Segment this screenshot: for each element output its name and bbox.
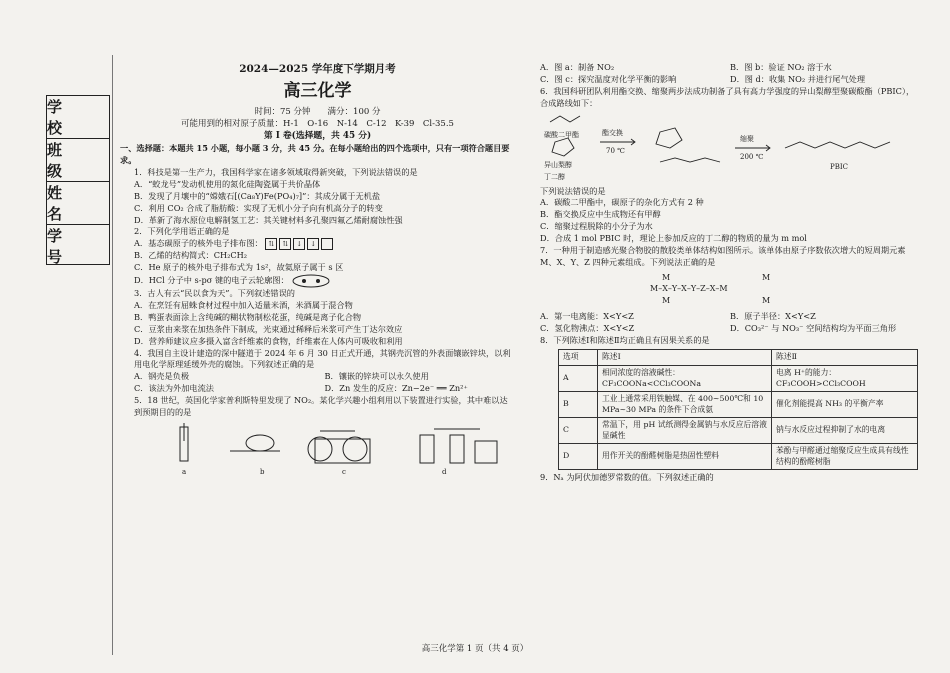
table-row [559, 365, 918, 391]
q2-stem: 2．下列化学用语正确的是 [134, 226, 230, 237]
scheme-isosorbide: 异山梨醇 [544, 160, 572, 169]
exam-meta: 时间：75 分钟 满分：100 分 [254, 106, 381, 117]
svg-text:M: M [662, 272, 671, 282]
table-cell: 催化剂能提高 NH₃ 的平衡产率 [772, 392, 918, 418]
q2-opt-c: C．He 原子的核外电子排布式为 1s²，故氦原子属于 s 区 [134, 262, 344, 273]
q7-opts-row2 [540, 323, 920, 335]
q4-opt-c: C．该法为外加电流法 [134, 383, 214, 394]
table-cell: 电离 H⁺的能力：CF₃COOH>CCl₃COOH [772, 365, 918, 391]
q7-opt-d: D．CO₃²⁻ 与 NO₃⁻ 空间结构均为平面三角形 [730, 322, 897, 333]
svg-text:M: M [762, 272, 771, 282]
student-info-box [46, 95, 110, 265]
fig-label-d: d [442, 467, 447, 476]
q2-opt-d-text: D．HCl 分子中 s-pσ 键的电子云轮廓图： [134, 275, 289, 286]
q3-stem: 3．古人有云“民以食为天”。下列叙述错误的 [134, 288, 295, 299]
scheme-dmc: 碳酸二甲酯 [544, 130, 579, 139]
q3-opt-a: A．在烹饪有屈蛛食材过程中加入适量米酒，米酒属于混合物 [134, 300, 353, 311]
q6-synthesis-scheme [540, 112, 920, 184]
q1-opt-a: A．“蛟龙号”发动机使用的氮化硅陶瓷属于共价晶体 [134, 178, 321, 189]
fig-label-a: a [182, 467, 187, 476]
q8-table [558, 349, 918, 470]
q5-opt-c: C．图 c：探究温度对化学平衡的影响 [540, 73, 677, 84]
q4-opts-row1 [120, 371, 515, 383]
q6-opt-b: B．酯交换反应中生成物还有甲醇 [540, 209, 661, 220]
q4-opt-b: B．镶嵌的锌块可以永久使用 [324, 371, 429, 382]
svg-text:M: M [662, 295, 671, 305]
q4-opt-a: A．钢壳是负极 [134, 371, 190, 382]
table-row [559, 392, 918, 418]
q3-opt-d: D．营养师建议应多摄入富含纤维素的食物，纤维素在人体内可吸收和利用 [134, 335, 403, 346]
q5-opt-b: B．图 b：验证 NO₂ 溶于水 [730, 62, 832, 72]
info-class: 班 级 [47, 139, 109, 182]
synthesis-drawing [540, 112, 920, 182]
table-header-row [559, 350, 918, 366]
left-column [120, 62, 515, 477]
q7-opt-c: C．氢化物沸点：X<Y<Z [540, 322, 635, 333]
info-name: 姓 名 [47, 182, 109, 225]
q7-opts-row1 [540, 311, 920, 323]
scheme-step2: 缩聚 [740, 134, 754, 143]
q2-opt-d [120, 274, 515, 288]
section-intro: 一、选择题：本题共 15 小题，每小题 3 分，共 45 分。在每小题给出的四个选项中，只有一项符合题目要求。 [120, 143, 510, 166]
q9-stem: 9．Nₐ 为阿伏加德罗常数的值。下列叙述正确的 [540, 472, 714, 483]
q7-opt-a: A．第一电离能：X<Y<Z [540, 310, 634, 321]
table-cell: 工业上通常采用铁触媒、在 400~500℃和 10 MPa~30 MPa 的条件下合成氨 [598, 392, 772, 418]
table-header: 陈述Ⅰ [598, 350, 772, 366]
scheme-temp1: 70 ℃ [606, 146, 625, 155]
q7-opt-b: B．原子半径：X<Y<Z [730, 310, 816, 321]
q6-opt-d: D．合成 1 mol PBIC 时，理论上参加反应的丁二醇的物质的量为 m mol [540, 233, 807, 244]
q4-stem: 4．我国自主设计建造的深中隧道于 2024 年 6 月 30 日正式开通，其钢壳沉管的外表面镶嵌锌块，以利用电化学原理延缓外壳的腐蚀。下列叙述正确的是 [134, 347, 511, 370]
q4-opt-d: D．Zn 发生的反应：Zn−2e⁻ ══ Zn²⁺ [324, 383, 468, 394]
q6-prompt: 下列说法错误的是 [540, 185, 606, 196]
exam-title: 高三化学 [283, 81, 352, 102]
table-cell: 钠与水反应过程抑制了水的电离 [772, 418, 918, 444]
table-cell: C [559, 418, 598, 444]
scheme-step1: 酯交换 [602, 128, 623, 137]
q6-stem: 6．我国科研团队利用酯交换、缩聚两步法成功制备了具有高力学强度的异山梨醇型聚碳酸酯（PBIC），合成路线如下： [540, 85, 915, 108]
table-row [559, 444, 918, 470]
table-cell: 常温下，用 pH 试纸测得金属钠与水反应后溶液显碱性 [598, 418, 772, 444]
q1-opt-c: C．利用 CO₂ 合成了脂肪酸：实现了无机小分子向有机高分子的转变 [134, 202, 383, 213]
scheme-pbic: PBIC [830, 162, 848, 171]
q1-stem: 1．科技是第一生产力，我国科学家在诸多领域取得新突破，下列说法错误的是 [134, 167, 418, 178]
q8-stem: 8．下列陈述Ⅰ和陈述Ⅱ均正确且有因果关系的是 [540, 334, 710, 345]
q4-opts-row2 [120, 383, 515, 395]
table-cell: A [559, 365, 598, 391]
scheme-temp2: 200 ℃ [740, 152, 764, 161]
atomic-masses: 可能用到的相对原子质量：H-1 O-16 N-14 C-12 K-39 Cl-35.5 [181, 119, 454, 130]
svg-text:M–X–Y–X–Y–Z–X–M: M–X–Y–X–Y–Z–X–M [650, 283, 728, 293]
q5-opts-row1 [540, 62, 920, 74]
svg-text:M: M [762, 295, 771, 305]
q3-opt-b: B．鸭蛋表面涂上含纯碱的糊状物制松花蛋，纯碱是离子化合物 [134, 311, 362, 322]
q2-opt-b: B．乙烯的结构简式：CH₂CH₂ [134, 250, 248, 261]
page-footer: 高三化学第 1 页（共 4 页） [421, 644, 529, 654]
table-cell: B [559, 392, 598, 418]
electron-cloud-icon [291, 274, 331, 288]
q1-opt-d: D．革新了海水原位电解制氢工艺：其关键材料多孔聚四氟乙烯耐腐蚀性强 [134, 214, 403, 225]
info-school: 学 校 [47, 96, 109, 139]
table-header: 选项 [559, 350, 598, 366]
q2-opt-a-text: A．基态碳原子的核外电子排布图： [134, 238, 263, 249]
table-cell: 用作开关的酚醛树脂是热固性塑料 [598, 444, 772, 470]
q6-opt-a: A．碳酸二甲酯中，碳原子的杂化方式有 2 种 [540, 197, 704, 208]
q5-stem: 5．18 世纪，英国化学家普利斯特里发现了 NO₂。某化学兴趣小组利用以下装置进行实验，其中难以达到预期目的的是 [134, 395, 508, 418]
table-cell: D [559, 444, 598, 470]
table-cell: 相同浓度的溶液碱性：CF₃COONa<CCl₃COONa [598, 365, 772, 391]
q5-opts-row2 [540, 74, 920, 86]
info-id: 学 号 [47, 227, 73, 266]
table-cell: 苯酚与甲醛通过缩聚反应生成具有线性结构的酚醛树脂 [772, 444, 918, 470]
q5-opt-a: A．图 a：制备 NO₂ [540, 62, 615, 72]
section-title: 第 I 卷(选择题，共 45 分) [263, 131, 372, 142]
fig-label-c: c [342, 467, 346, 476]
q5-apparatus-figure [120, 421, 515, 475]
table-row [559, 418, 918, 444]
q5-opt-d: D．图 d：收集 NO₂ 并进行尾气处理 [730, 73, 866, 84]
apparatus-drawing [120, 421, 515, 471]
q2-opt-a [120, 238, 515, 250]
q7-stem: 7．一种用于制造感光聚合物胶的散胶类单体结构如图所示。该单体由原子序数依次增大的短周期元素 M、X、Y、Z 四种元素组成。下列说法正确的是 [540, 245, 906, 267]
q3-opt-c: C．豆浆由来浆在加热条件下制成，光束通过稀释后米浆可产生丁达尔效应 [134, 323, 403, 334]
monomer-structure-drawing [540, 271, 920, 307]
exam-year: 2024—2025 学年度下学期月考 [239, 63, 396, 75]
scheme-butanediol: 丁二醇 [544, 172, 565, 181]
table-header: 陈述Ⅱ [772, 350, 918, 366]
binding-line [112, 55, 113, 655]
right-column [540, 62, 920, 484]
q7-structure [540, 271, 920, 309]
orbital-diagram: ⇅ ⇅ ↓ ↓ [265, 238, 333, 250]
q1-opt-b: B．发现了月壤中的“嫦娥石[(Ca₈Y)Fe(PO₄)₇]”：其成分属于无机盐 [134, 190, 381, 201]
q6-opt-c: C．缩聚过程脱除的小分子为水 [540, 221, 653, 232]
fig-label-b: b [260, 467, 265, 476]
